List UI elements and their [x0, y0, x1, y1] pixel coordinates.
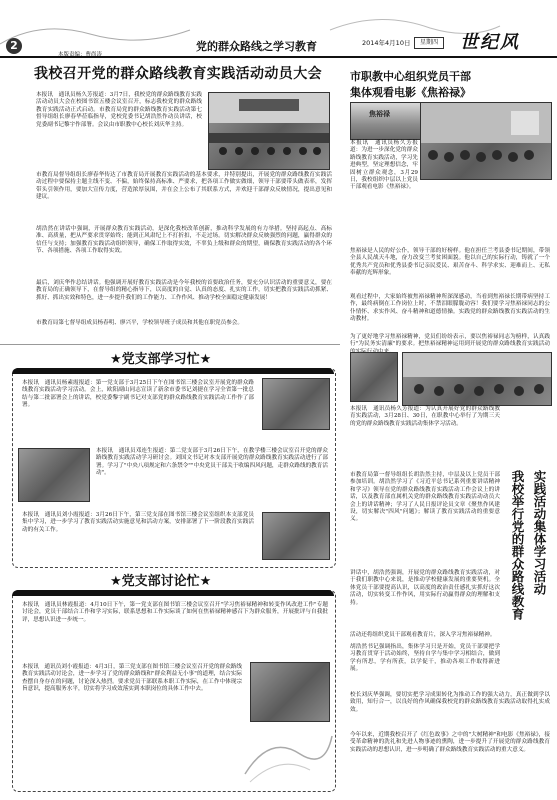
film-screen-caption: 焦裕禄 [369, 109, 390, 118]
right-article-p1: 本报讯 通讯员杨久芳报道：为认真开展好党的群众路线教育实践活动，3月28日、30日，在职教中心举行了为期三天的党的群众路线教育实践活动集体学习活动。 [350, 406, 500, 427]
main-article-title: 我校召开党的群众路线教育实践活动动员大会 [34, 66, 322, 82]
right-article-p7: 今年以来，近期我校召开了《红色故事》之中的"大树精神"和电影《焦裕禄》，接受革命精神的洗礼和先进人物事迹的熏陶，进一步提升了开展党的群众路线教育实践活动的思想认识，进一步明确了群众路线教育实践活动的重大意义。 [350, 732, 550, 753]
right-article-p3: 讲话中，胡浩然强调，开展党的群众路线教育实践活动，对于我们职教中心来说，是推动学校健康发展的重要契机。全体党员干部要提高认识，以高度的政治责任感扎实抓好这次活动，切实转变工作作风，用实际行动赢得群众的理解和支持。 [350, 570, 500, 606]
meeting-photo [208, 92, 330, 170]
right-article-photo-2 [402, 352, 552, 406]
decorative-swirl [240, 724, 336, 786]
right-article-p6: 校长刘庆华强调，要切实把学习成果转化为推动工作的强大动力，真正做到学以致用，知行合一，以良好的作风确保我校党的群众路线教育实践活动取得扎实成效。 [350, 692, 550, 713]
study-section-banner: ★党支部学习忙★ [110, 352, 212, 367]
issue-weekday: 星期四 [414, 37, 444, 49]
editor-credit: 本版责编：曹尚涛 [58, 52, 103, 58]
audience-photo-art [421, 103, 551, 179]
study-photo-3 [262, 512, 330, 560]
film-article-title-1: 市职教中心组织党员干部 [350, 70, 471, 83]
main-article-p3: 胡浩然在讲话中强调，开展群众教育实践活动，是深化我校改革创新，推动科学发展的有力举措。坚持高起点、高标准、高质量，把从严要求贯穿始终；能到正风肃纪上不打折扣，不走过场。切实解决群众反映强烈的问题，赢得群众的信任与支持；加强教育实践活动组织领导，确保工作取得实效，不辜负上级和群众的期望，确保教育实践活动的各个环节、各项措施、各项工作取得实效。 [36, 226, 332, 255]
film-screen-photo [350, 102, 422, 140]
section-divider [0, 344, 340, 345]
right-article-p2: 市教育局第一督导组组长胡浩然主持，中层及以上党员干部参加培训。胡浩然学习了《习近平总书记系列重要讲话精神和学习》领导在党的群众路线教育实践活动工作会议上的讲话，以及教育部直属机关党的群众路线教育实践活动动员大会上的讲话精神；学习了人民日报评论员文章《聚焦作风建设，切实解决"四风"问题》；解读了教育实践活动的重要意义。 [350, 472, 500, 523]
issue-date: 2014年4月10日 [362, 39, 411, 47]
main-article-p1: 本报讯 通讯员杨久芳报道：3月7日，我校党的群众路线教育实践活动动员大会在校图书馆五楼会议室召开，标志我校党的群众路线教育实践活动正式启动。市教育局党的群众路线教育实践活动第七督导组组长廖春华莅临指导，党校党委书记胡浩然作动员讲话，校党委副书记黎宇作部署。会议由市职教中心校长刘庆华主持。 [36, 92, 202, 128]
masthead-logo: 世纪风 [460, 32, 520, 53]
right-article-p5: 胡浩然书记强调指出，集体学习只是开始，党员干部要把学习教育贯穿于活动始终，坚持自学与集中学习相结合，做到学有所思，学有所获，以学促干，推动各项工作取得新进展。 [350, 644, 500, 673]
right-article-p4: 活动还将组织党员干部观看教育片，深入学习焦裕禄精神。 [350, 632, 496, 638]
study-photo-2 [18, 448, 90, 502]
discuss-photo [250, 662, 330, 722]
study-item-3: 本报讯 通讯员刘小霞报道：3月26日下午，第三党支部在图书馆三楼会议室组织本支部党员集中学习，进一步学习了教育实践活动实施意见和活动方案，安排部署了下一阶段教育实践活动的有关工作。 [22, 512, 254, 533]
discuss-section-banner: ★党支部讨论忙★ [110, 574, 212, 589]
main-article-p5: 市教育局第七督导组成员杨春明、廖兴平，学校领导班子成员和其他在职党员参会。 [36, 320, 243, 326]
main-article-title-bar [0, 62, 343, 80]
right-article-photo-1 [350, 352, 398, 402]
page-header [0, 0, 557, 58]
right-vertical-title-1: 实践活动集体学习活动 [532, 470, 547, 595]
study-section-bar [12, 368, 334, 374]
audience-photo [420, 102, 552, 180]
page-number: 2 [6, 38, 22, 54]
main-article-p2: 市教育局督导组组长廖春华传达了市教育局开展教育实践活动的基本要求，并特别提出，开展党的群众路线教育实践活动过程中要保持主题主线不变、不偏，始终保持高标准、严要求，把各项工作做实做细，领导干部要带头做表率，发挥带头引领作用，要加大宣传力度，营造浓厚氛围，并在会上公布了其联系方式，并欢迎干部群众反映情况，提出意见和建议。 [36, 172, 332, 201]
right-vertical-title-2: 我校举行党的群众路线教育 [510, 470, 525, 620]
film-article-title-2: 集体观看电影《焦裕禄》 [350, 86, 471, 99]
film-article-p3: 观看过程中，大家始终被焦裕禄精神所深深感动，当看到焦裕禄长期带病坚持工作，最终病倒在工作岗位上时，不禁泪眼朦胧动容！我们要学习焦裕禄同志的公仆情怀、求实作风、奋斗精神和道德情操。实践党的群众路线教育实践活动的生动教材。 [350, 294, 550, 323]
meeting-photo-art [209, 93, 329, 169]
discuss-section-bar [12, 590, 334, 596]
film-article-p1: 本报讯 通讯员杨久芳报道：为进一步深化党的群众路线教育实践活动，学习先进典型，坚定理想信念，牢固树立群众观念，3月29日，我校组织中层以上党员干部观看电影《焦裕禄》。 [350, 140, 418, 191]
study-item-2: 本报讯 通讯员邓连生报道：第二党支部于3月26日下午，在教学楼三楼会议室召开党的群众路线教育实践活动学习研讨会。刘国文书记对本支部开展党的群众路线教育实践活动进行了部署。学习了"中央八项规定和六条禁令""中央党员干部关于收编四风问题，走群众路线的教育活动"。 [96, 448, 328, 477]
study-photo-1 [262, 378, 330, 430]
film-article-p2: 焦裕禄是人民的好公仆，领导干部的好榜样。他在担任兰考县委书记期间，带领全县人民战天斗地，奋力改变兰考贫困面貌。他以自己的实际行动，铸就了一个优秀共产党员和优秀县委书记亲民爱民、艰苦奋斗、科学求实、迎难而上、无私奉献的光辉形象。 [350, 248, 550, 277]
section-title: 党的群众路线之学习教育 [196, 40, 317, 53]
discuss-item-1: 本报讯 通讯员林霞报道：4月10日下午，第一党支部在图书馆三楼会议室召开"学习焦裕禄精神和转变作风改进工作"专题讨论会，党员干部结合工作和学习实际，联系思想和工作实际谈了如何在焦裕禄精神感召下为群众服务，开展批评与自我批评，思想认识进一步统一。 [22, 602, 328, 623]
discuss-item-2: 本报讯 通讯员刘小霞报道：4月3日，第三党支部在图书馆三楼会议室召开党的群众路线教育实践活动讨论会，进一步学习了党的群众路线和"群众利益无小事"的道理，结合实际查摆自身存在的问题，讨论深入热烈。要求党员干部联系本职工作实际，在工作中体现宗旨意识，提高服务水平，切实将学习成效落实到本职岗位的具体工作中去。 [22, 664, 242, 693]
film-article-p4: 为了更好地学习焦裕禄精神，党员们纷纷表示，要以焦裕禄同志为榜样，认真践行"为民务实清廉"的要求。把焦裕禄精神运用到开展党的群众路线教育实践活动 [350, 334, 550, 348]
main-article-p4: 最后，刘庆华作总结讲话。他强调开展好教育实践活动是今年我校的首要政治任务，要充分认识活动的重要意义，要在教育局的正确领导下，在督导组的精心指导下，以高度的自觉、认真的态度、扎实的工作，切实把教育实践活动抓紧、抓好、抓出实效和特色，进一步提升我们的工作能力、工作作风、推动学校全面稳定健康发展！ [36, 280, 332, 301]
study-item-1: 本报讯 通讯员杨素霞报道：第一党支部于3月25日下午在图书馆三楼会议室开展党的群众路线教育实践活动学习活动。会上，欧阳副山同志宣读了新余市委书记刘捷在学习全省第一批总结与第二批部署会上的讲话，校党委黎宇副书记对支部党的群众路线教育实践活动工作作了部署。 [22, 380, 254, 409]
right-photo-art [403, 353, 551, 405]
